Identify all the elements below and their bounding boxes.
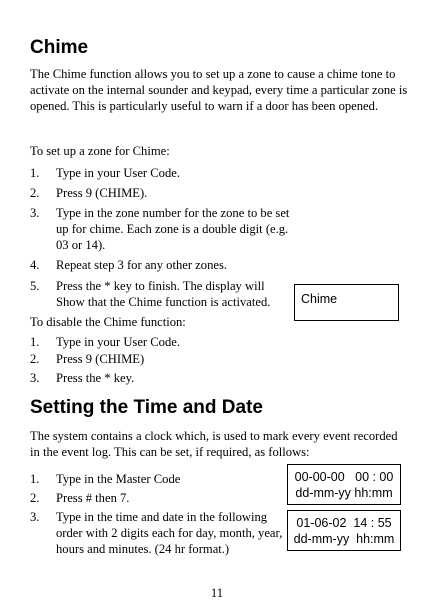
display-line: 00-00-00 00 : 00: [294, 470, 394, 484]
time-date-intro: The system contains a clock which, is used to mark every event recorded in the event log. This can be set, if required, as follows:: [30, 429, 398, 459]
time-display-box-default: [287, 464, 401, 505]
display-text: Chime: [301, 292, 338, 306]
step-text: Press # then 7.: [56, 491, 130, 505]
step-text: Repeat step 3 for any other zones.: [56, 258, 228, 272]
step-text: Press 9 (CHIME).: [56, 186, 148, 200]
time-date-heading: Setting the Time and Date: [30, 397, 263, 418]
step-number: 1.: [30, 166, 40, 180]
page-number: 11: [210, 586, 224, 600]
step-number: 3.: [30, 206, 40, 220]
step-text: Type in your User Code.: [56, 335, 180, 349]
display-line: dd-mm-yy hh:mm: [293, 532, 395, 546]
step-number: 1.: [30, 335, 40, 349]
step-text: Type in your User Code.: [56, 166, 180, 180]
step-number: 1.: [30, 472, 40, 486]
step-number: 4.: [30, 258, 40, 272]
chime-setup-label: To set up a zone for Chime:: [30, 144, 170, 158]
step-number: 3.: [30, 510, 40, 524]
chime-heading: Chime: [30, 37, 89, 58]
display-line: 01-06-02 14 : 55: [296, 516, 392, 530]
chime-intro: The Chime function allows you to set up a zone to cause a chime tone to activate on the internal sounder and keypad, every time a particular zone is opened. This is particularly useful to warn if a door has been opened.: [30, 67, 408, 113]
step-text: Type in the zone number for the zone to be set up for chime. Each zone is a double digit (e.g. 03 or 14).: [56, 206, 290, 252]
step-number: 3.: [30, 371, 40, 385]
step-text: Press 9 (CHIME): [56, 352, 145, 366]
step-number: 5.: [30, 279, 40, 293]
step-text: Press the * key to finish. The display will Show that the Chime function is activated.: [56, 279, 271, 309]
step-text: Press the * key.: [56, 371, 135, 385]
step-number: 2.: [30, 352, 40, 366]
step-number: 2.: [30, 491, 40, 505]
step-text: Type in the time and date in the following order with 2 digits each for day, month, year, hours and minutes. (24 hr format.): [56, 510, 283, 556]
step-text: Type in the Master Code: [56, 472, 181, 486]
display-line: dd-mm-yy hh:mm: [295, 486, 393, 500]
chime-disable-label: To disable the Chime function:: [30, 315, 186, 329]
time-display-box-example: [287, 510, 401, 551]
step-number: 2.: [30, 186, 40, 200]
